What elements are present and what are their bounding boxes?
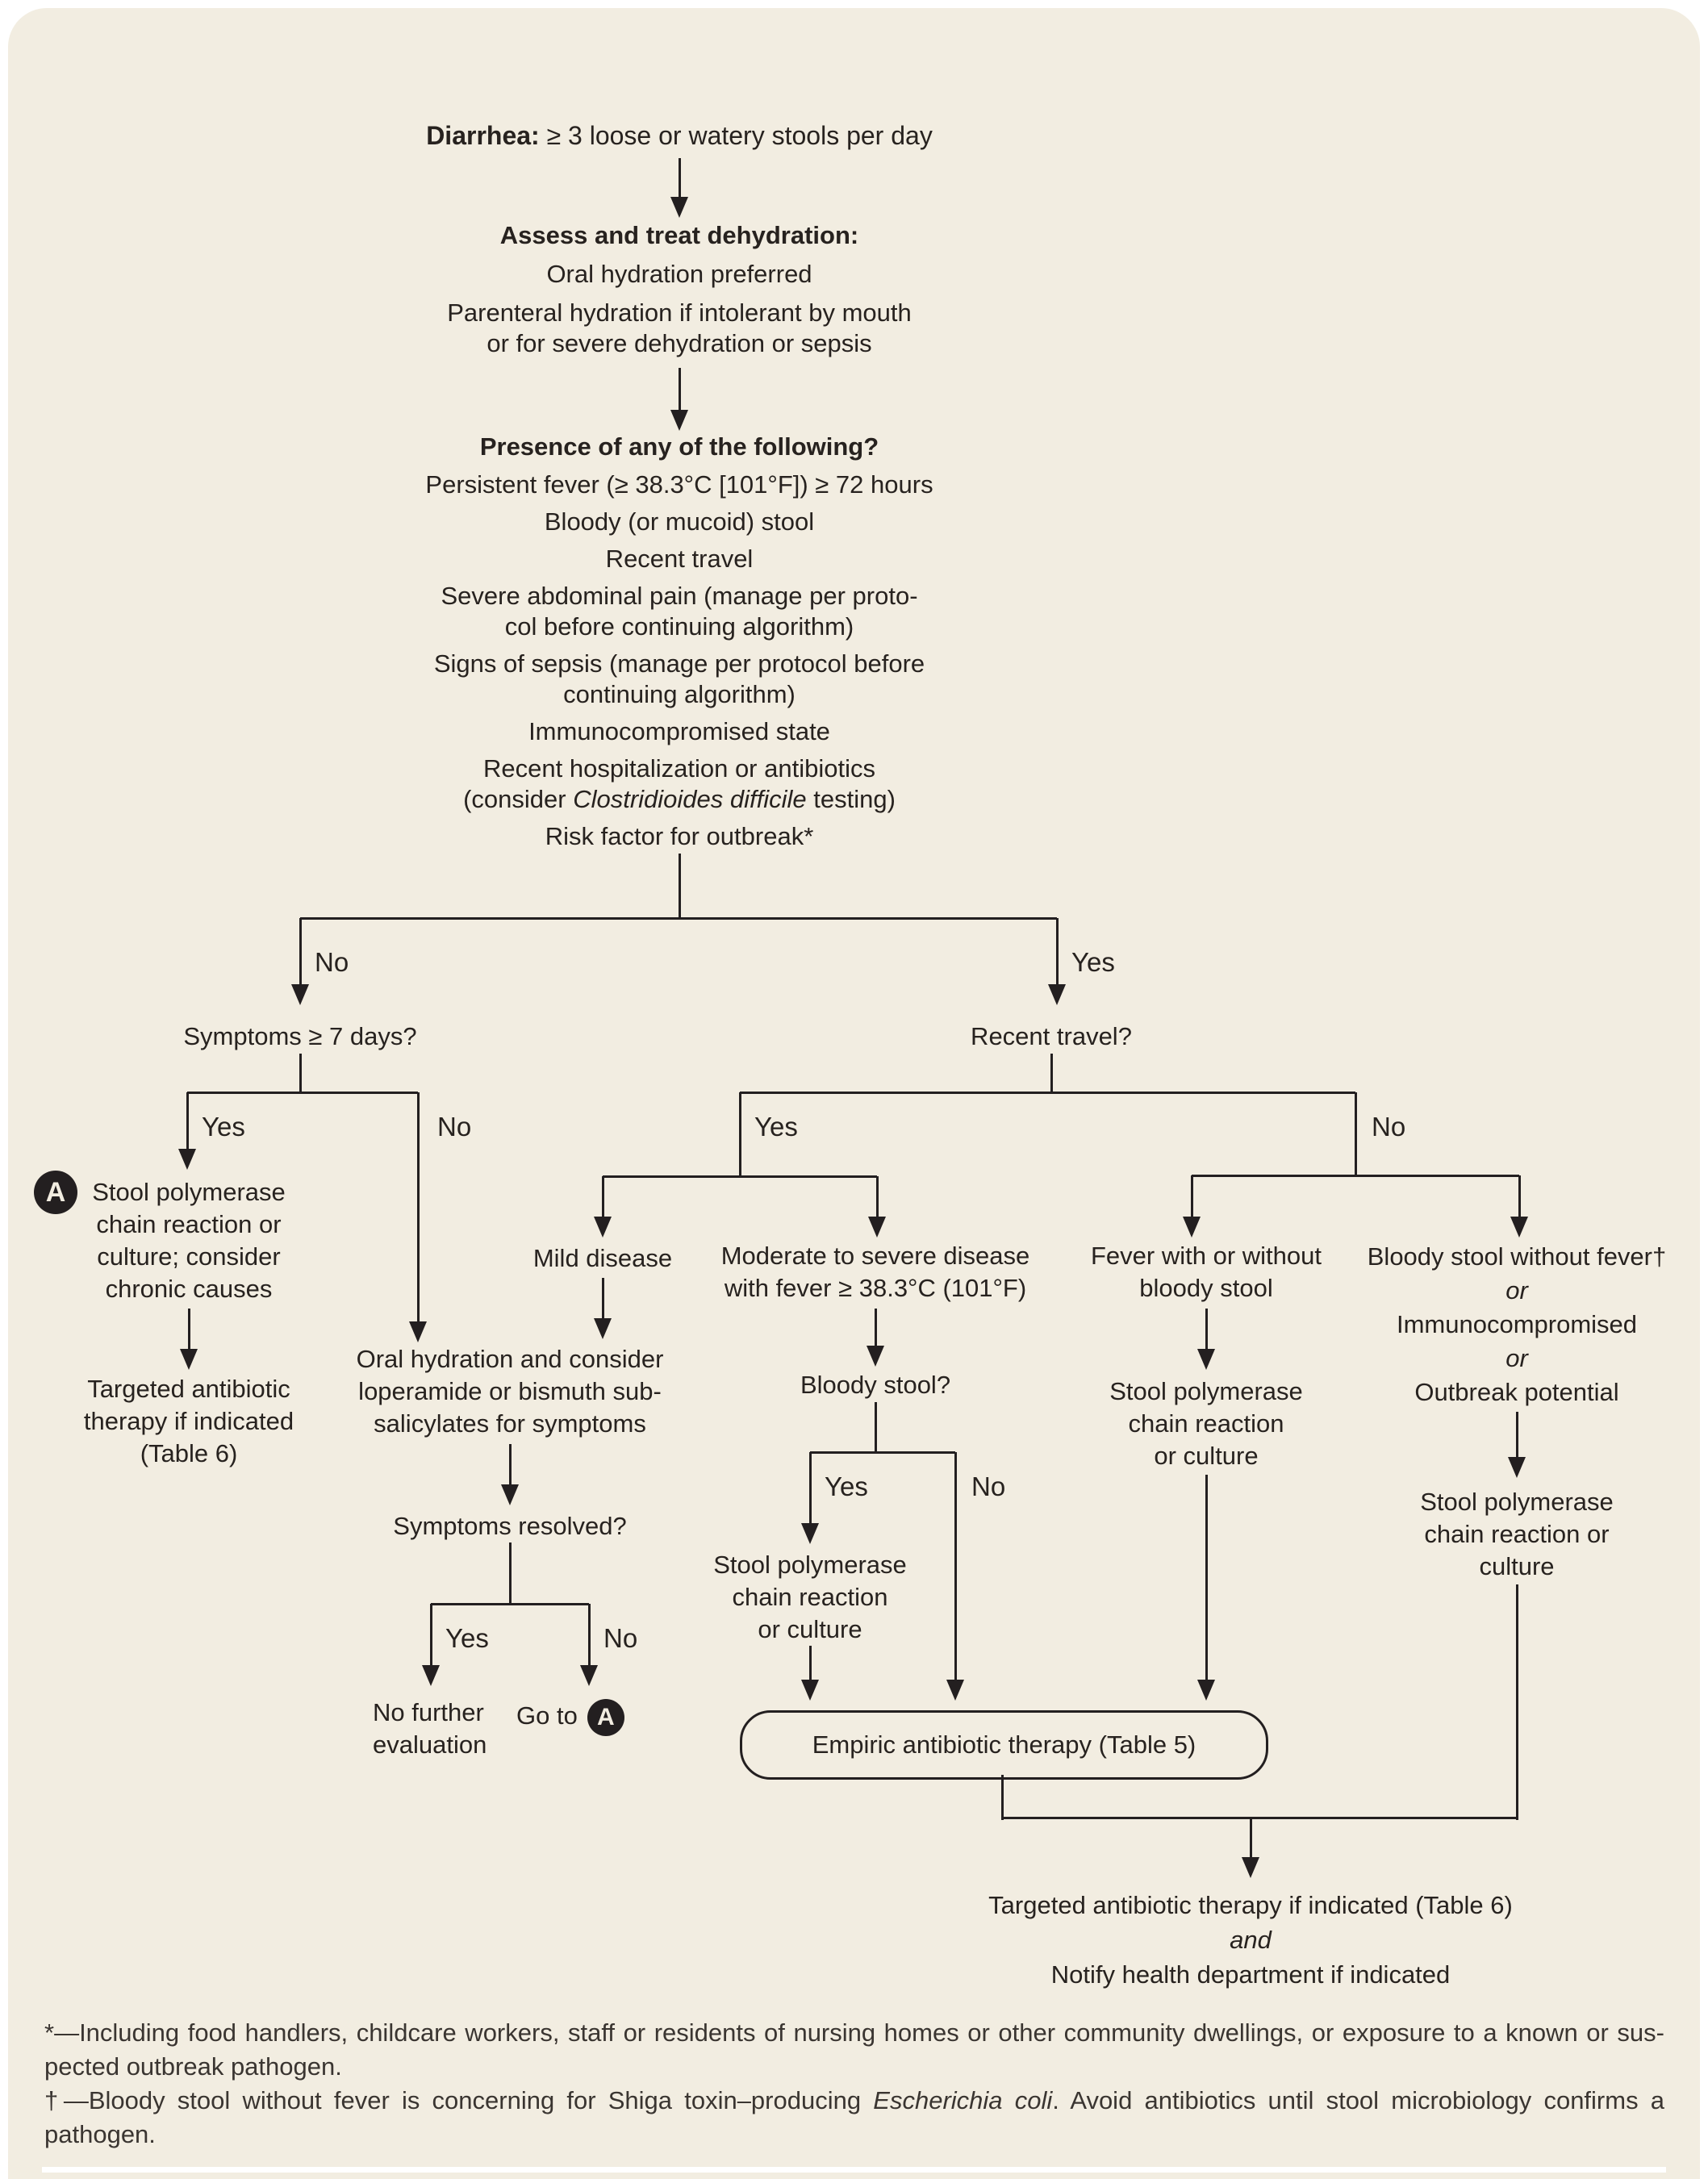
connector-line — [603, 1175, 877, 1178]
diarrhea-label-bold: Diarrhea: — [426, 121, 540, 150]
connector-line — [187, 1092, 418, 1094]
assess-line: or for severe dehydration or sepsis — [487, 329, 872, 357]
arrow-head — [867, 1346, 884, 1367]
connector-line — [876, 1176, 879, 1217]
branch-label-yes: Yes — [825, 1471, 868, 1501]
flowchart-node-no-further — [373, 1697, 487, 1761]
text-line: loperamide or bismuth sub- — [358, 1377, 662, 1405]
text-line: culture — [1479, 1552, 1555, 1580]
text-line: therapy if indicated — [83, 1407, 294, 1435]
connector-line — [1516, 1584, 1518, 1820]
arrow-head — [670, 410, 688, 431]
presence-item: continuing algorithm) — [563, 680, 796, 708]
flowchart-node-symptoms-resolved: Symptoms resolved? — [393, 1512, 627, 1540]
text-line: Stool polymerase — [92, 1178, 286, 1206]
footnote-line: pathogen. — [44, 2120, 156, 2148]
connector-line — [431, 1603, 589, 1605]
goto-text: Go to — [516, 1701, 578, 1730]
connector-line — [1002, 1817, 1517, 1819]
flowchart-node-oral-hydration — [357, 1343, 664, 1440]
text-line: salicylates for symptoms — [374, 1409, 646, 1438]
branch-label-no: No — [437, 1112, 472, 1142]
flowchart-node-diarrhea — [426, 119, 933, 152]
branch-label-yes: Yes — [754, 1112, 798, 1142]
arrow-head — [291, 984, 309, 1005]
presence-item: Recent travel — [605, 545, 754, 573]
connector-line — [602, 1278, 604, 1318]
connector-line — [809, 1646, 812, 1680]
arrow-head — [670, 197, 688, 218]
presence-item: col before continuing algorithm) — [504, 612, 854, 641]
consider-italic: Clostridioides difficile — [573, 785, 807, 813]
flowchart-node-stool-pcr-a — [92, 1176, 286, 1305]
connector-line — [739, 1092, 741, 1178]
arrow-head — [1197, 1680, 1215, 1701]
branch-label-yes: Yes — [1071, 947, 1115, 977]
text-line: bloody stool — [1139, 1274, 1273, 1302]
connector-line — [1518, 1175, 1521, 1217]
text-line: Oral hydration and consider — [356, 1345, 664, 1373]
marker-a-badge: A — [587, 1699, 624, 1736]
arrow-head — [1197, 1349, 1215, 1370]
connector-line — [1205, 1475, 1208, 1680]
consider-post: testing) — [806, 785, 896, 813]
text-line: chain reaction — [1128, 1409, 1284, 1438]
branch-label-no: No — [1372, 1112, 1406, 1142]
branch-label-no: No — [603, 1623, 638, 1653]
arrow-head — [409, 1321, 427, 1342]
connector-line — [1191, 1175, 1193, 1217]
empiric-label: Empiric antibiotic therapy (Table 5) — [812, 1730, 1196, 1759]
flowchart-node-bloody-q: Bloody stool? — [800, 1371, 951, 1399]
text-line: Moderate to severe disease — [720, 1242, 1030, 1270]
connector-line — [740, 1092, 1355, 1094]
branch-label-no: No — [315, 947, 349, 977]
footnote3-italic: Escherichia coli — [873, 2086, 1053, 2114]
footnotes — [44, 2016, 1664, 2152]
connector-line — [602, 1176, 604, 1217]
footnote-line: *—Including food handlers, childcare workers, staff or residents of nursing homes or other community dwellings, or exposure to a known or sus- — [44, 2018, 1664, 2047]
connector-line — [809, 1452, 812, 1523]
presence-item: Immunocompromised state — [528, 717, 830, 745]
footnote-line — [44, 2084, 1664, 2118]
connector-line — [679, 854, 681, 920]
text-line: (Table 6) — [140, 1439, 238, 1467]
connector-line — [1250, 1818, 1252, 1857]
arrow-head — [501, 1484, 519, 1505]
arrow-head — [801, 1680, 819, 1701]
text-line: Bloody stool without fever† — [1367, 1242, 1667, 1271]
text-line-and: and — [1230, 1926, 1272, 1954]
presence-item: Severe abdominal pain (manage per proto- — [441, 582, 918, 610]
text-line: Fever with or without — [1091, 1242, 1322, 1270]
connector-line — [1192, 1175, 1519, 1177]
arrow-head — [178, 1149, 196, 1170]
connector-line — [1355, 1092, 1357, 1177]
text-line: chain reaction — [732, 1583, 888, 1611]
connector-line — [188, 1309, 190, 1349]
text-line: or culture — [758, 1615, 862, 1643]
flowchart-node-bloody-no-fever — [1368, 1240, 1667, 1409]
connector-line — [509, 1444, 512, 1484]
connector-line — [679, 158, 681, 197]
connector-line — [1205, 1309, 1208, 1349]
arrow-head — [594, 1217, 612, 1238]
text-line: Targeted antibiotic — [87, 1375, 290, 1403]
connector-line — [300, 917, 1057, 920]
text-line: Stool polymerase — [1109, 1377, 1303, 1405]
text-line: No further — [373, 1698, 484, 1726]
connector-line — [810, 1451, 955, 1454]
text-line: chain reaction or — [96, 1210, 282, 1238]
branch-label-yes: Yes — [202, 1112, 245, 1142]
text-line-or: or — [1505, 1344, 1528, 1372]
connector-line — [186, 1092, 189, 1149]
connector-line — [417, 1092, 420, 1321]
presence-item: Recent hospitalization or antibiotics — [483, 754, 875, 783]
arrow-head — [801, 1523, 819, 1544]
flowchart-node-stool-pcr-mid — [713, 1549, 907, 1646]
flowchart-node-targeted-left — [84, 1373, 294, 1470]
text-line: evaluation — [373, 1730, 487, 1759]
connector-line — [875, 1402, 877, 1454]
flowchart-node-fever-col — [1091, 1240, 1322, 1304]
bottom-separator — [42, 2167, 1666, 2173]
arrow-head — [594, 1318, 612, 1339]
arrow-head — [1242, 1857, 1259, 1878]
text-line: Outbreak potential — [1414, 1378, 1619, 1406]
text-line-or: or — [1505, 1276, 1528, 1304]
presence-item-consider — [463, 783, 896, 816]
text-line: Immunocompromised — [1396, 1310, 1638, 1338]
text-line: Stool polymerase — [713, 1551, 907, 1579]
text-line: culture; consider — [97, 1242, 281, 1271]
footnote3-pre: †—Bloody stool without fever is concerning for Shiga toxin–producing — [44, 2086, 874, 2114]
diarrhea-label-rest: ≥ 3 loose or watery stools per day — [539, 121, 933, 150]
branch-label-no: No — [971, 1471, 1006, 1501]
text-line: Targeted antibiotic therapy if indicated (Table 6) — [988, 1891, 1513, 1919]
presence-item: Risk factor for outbreak* — [545, 822, 814, 850]
connector-line — [588, 1604, 591, 1665]
arrow-head — [180, 1349, 198, 1370]
flowchart-node-stool-pcr-fever — [1109, 1375, 1303, 1472]
text-line: Notify health department if indicated — [1050, 1960, 1451, 1989]
text-line: or culture — [1154, 1442, 1259, 1470]
flowchart-node-final — [988, 1888, 1513, 1992]
footnote-line: pected outbreak pathogen. — [44, 2052, 342, 2081]
connector-line — [679, 368, 681, 410]
consider-pre: (consider — [463, 785, 574, 813]
connector-line — [1001, 1775, 1004, 1820]
text-line: Stool polymerase — [1420, 1488, 1614, 1516]
flowchart-node-empiric-box — [740, 1710, 1268, 1780]
flowchart-node-stool-pcr-right — [1420, 1486, 1614, 1583]
text-line: chain reaction or — [1424, 1520, 1610, 1548]
connector-line — [1516, 1412, 1518, 1457]
assess-line: Parenteral hydration if intolerant by mouth — [447, 298, 912, 327]
flowchart-node-mild: Mild disease — [532, 1244, 673, 1272]
connector-line — [1050, 1054, 1053, 1094]
flowchart-node-presence-title: Presence of any of the following? — [479, 432, 879, 461]
arrow-head — [1508, 1457, 1526, 1478]
connector-line — [954, 1452, 957, 1680]
connector-line — [299, 1054, 302, 1094]
marker-a-badge: A — [34, 1171, 77, 1214]
presence-item: Persistent fever (≥ 38.3°C [101°F]) ≥ 72 hours — [425, 470, 933, 499]
arrow-head — [1510, 1217, 1528, 1238]
connector-line — [509, 1542, 512, 1605]
arrow-head — [868, 1217, 886, 1238]
assess-line: Oral hydration preferred — [546, 260, 812, 288]
flowchart-node-goto-a — [516, 1694, 624, 1738]
branch-label-yes: Yes — [445, 1623, 489, 1653]
connector-line — [430, 1604, 432, 1665]
arrow-head — [1048, 984, 1066, 1005]
presence-item: Signs of sepsis (manage per protocol before — [433, 649, 925, 678]
flowchart-node-recent-travel: Recent travel? — [971, 1022, 1132, 1050]
arrow-head — [580, 1665, 598, 1686]
connector-line — [1056, 918, 1059, 984]
connector-line — [299, 918, 302, 984]
arrow-head — [422, 1665, 440, 1686]
presence-item: Bloody (or mucoid) stool — [544, 507, 815, 536]
text-line: chronic causes — [105, 1275, 273, 1303]
arrow-head — [946, 1680, 964, 1701]
flowchart-node-moderate — [721, 1240, 1030, 1304]
flowchart-node-assess-title: Assess and treat dehydration: — [499, 221, 859, 249]
flowchart-node-symptoms7: Symptoms ≥ 7 days? — [183, 1022, 417, 1050]
connector-line — [875, 1309, 877, 1346]
footnote3-post: . Avoid antibiotics until stool microbiology confirms a — [1052, 2086, 1665, 2114]
arrow-head — [1183, 1217, 1201, 1238]
text-line: with fever ≥ 38.3°C (101°F) — [724, 1274, 1027, 1302]
